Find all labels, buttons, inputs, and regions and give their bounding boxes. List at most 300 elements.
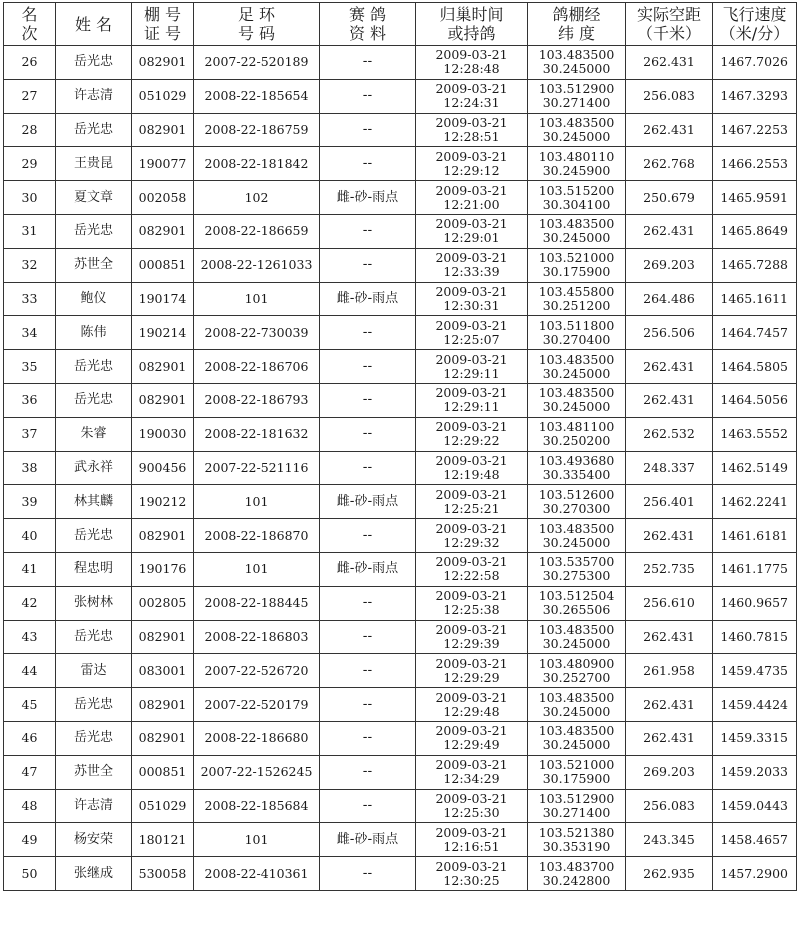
arrival-time-cell-date: 2009-03-21 [435, 47, 508, 63]
distance-cell [626, 214, 713, 248]
table-row [4, 552, 797, 586]
rank-cell-rank: 49 [21, 831, 38, 847]
speed-cell-speed: 1465.9591 [720, 189, 788, 205]
ring-number-cell-ring: 2008-22-181632 [204, 426, 309, 442]
coordinates-cell-lon: 103.480900 [538, 655, 615, 671]
loft-id-cell-loft: 082901 [138, 696, 187, 712]
arrival-time-cell-time: 12:29:22 [443, 433, 500, 449]
header-arrival: 归巢时间 或持鸽 [416, 3, 528, 46]
coordinates-cell [528, 789, 626, 823]
name-cell-name: 武永祥 [73, 459, 113, 475]
table-row [4, 823, 797, 857]
arrival-time-cell-time: 12:29:48 [443, 703, 500, 719]
distance-cell [626, 485, 713, 519]
coordinates-cell [528, 46, 626, 80]
distance-cell-dist: 269.203 [643, 764, 695, 780]
coordinates-cell-lat: 30.270400 [542, 331, 611, 347]
coordinates-cell [528, 552, 626, 586]
distance-cell-dist: 243.345 [643, 831, 695, 847]
pigeon-info-cell [320, 755, 416, 789]
rank-cell [4, 451, 56, 485]
distance-cell-dist: 262.431 [643, 121, 695, 137]
coordinates-cell [528, 451, 626, 485]
coordinates-cell [528, 519, 626, 553]
coordinates-cell-lon: 103.483500 [538, 520, 615, 536]
rank-cell [4, 248, 56, 282]
name-cell [56, 755, 132, 789]
ring-number-cell-ring: 101 [244, 561, 269, 577]
speed-cell [713, 451, 797, 485]
coordinates-cell-lon: 103.483500 [538, 216, 615, 232]
name-cell [56, 181, 132, 215]
loft-id-cell-loft: 082901 [138, 358, 187, 374]
coordinates-cell [528, 620, 626, 654]
arrival-time-cell [416, 316, 528, 350]
rank-cell [4, 350, 56, 384]
name-cell [56, 620, 132, 654]
loft-id-cell [132, 519, 194, 553]
loft-id-cell [132, 485, 194, 519]
name-cell-name: 岳光忠 [73, 223, 113, 239]
loft-id-cell [132, 214, 194, 248]
loft-id-cell [132, 383, 194, 417]
arrival-time-cell-time: 12:21:00 [443, 196, 500, 212]
speed-cell [713, 282, 797, 316]
speed-cell-speed: 1458.4657 [720, 831, 788, 847]
loft-id-cell-loft: 082901 [138, 223, 187, 239]
ring-number-cell-ring: 2008-22-185684 [204, 797, 309, 813]
loft-id-cell [132, 654, 194, 688]
coordinates-cell-lat: 30.245000 [542, 635, 611, 651]
name-cell-name: 苏世全 [73, 257, 113, 273]
rank-cell-rank: 28 [21, 121, 38, 137]
rank-cell-rank: 40 [21, 527, 38, 543]
arrival-time-cell-date: 2009-03-21 [435, 554, 508, 570]
table-row [4, 282, 797, 316]
loft-id-cell-loft: 051029 [138, 797, 187, 813]
ring-number-cell-ring: 2008-22-186793 [204, 392, 309, 408]
arrival-time-cell-date: 2009-03-21 [435, 858, 508, 874]
name-cell [56, 79, 132, 113]
loft-id-cell [132, 451, 194, 485]
pigeon-info-cell [320, 316, 416, 350]
arrival-time-cell-date: 2009-03-21 [435, 486, 508, 502]
table-row [4, 620, 797, 654]
header-coords: 鸽棚经 纬 度 [528, 3, 626, 46]
speed-cell-speed: 1462.2241 [720, 493, 788, 509]
name-cell-name: 张树林 [73, 595, 113, 611]
pigeon-info-cell-info: -- [362, 628, 373, 644]
coordinates-cell [528, 485, 626, 519]
loft-id-cell [132, 688, 194, 722]
name-cell-name: 苏世全 [73, 764, 113, 780]
loft-id-cell [132, 552, 194, 586]
speed-cell [713, 214, 797, 248]
loft-id-cell [132, 46, 194, 80]
distance-cell [626, 417, 713, 451]
coordinates-cell-lat: 30.245900 [542, 162, 611, 178]
table-row [4, 789, 797, 823]
speed-cell-speed: 1460.9657 [720, 595, 788, 611]
distance-cell [626, 350, 713, 384]
name-cell [56, 721, 132, 755]
loft-id-cell [132, 721, 194, 755]
arrival-time-cell-date: 2009-03-21 [435, 114, 508, 130]
table-row [4, 350, 797, 384]
pigeon-info-cell-info: -- [362, 88, 373, 104]
name-cell [56, 214, 132, 248]
coordinates-cell-lon: 103.512600 [538, 486, 615, 502]
arrival-time-cell [416, 383, 528, 417]
rank-cell-rank: 47 [21, 764, 38, 780]
coordinates-cell-lon: 103.480110 [538, 148, 615, 164]
distance-cell [626, 451, 713, 485]
speed-cell [713, 552, 797, 586]
distance-cell-dist: 262.935 [643, 865, 695, 881]
ring-number-cell-ring: 102 [244, 189, 269, 205]
header-name: 姓 名 [56, 3, 132, 46]
ring-number-cell [194, 248, 320, 282]
arrival-time-cell-time: 12:19:48 [443, 466, 500, 482]
pigeon-info-cell-info: -- [362, 121, 373, 137]
ring-number-cell-ring: 2008-22-730039 [204, 324, 309, 340]
speed-cell-speed: 1461.6181 [720, 527, 788, 543]
speed-cell-speed: 1462.5149 [720, 459, 788, 475]
distance-cell [626, 383, 713, 417]
coordinates-cell-lon: 103.493680 [538, 452, 615, 468]
speed-cell [713, 383, 797, 417]
name-cell-name: 杨安荣 [73, 831, 113, 847]
speed-cell-speed: 1465.7288 [720, 257, 788, 273]
rank-cell [4, 823, 56, 857]
arrival-time-cell-date: 2009-03-21 [435, 757, 508, 773]
loft-id-cell-loft: 190212 [138, 493, 187, 509]
distance-cell [626, 789, 713, 823]
ring-number-cell-ring: 2008-22-186659 [204, 223, 309, 239]
rank-cell [4, 586, 56, 620]
speed-cell [713, 181, 797, 215]
rank-cell-rank: 36 [21, 392, 38, 408]
distance-cell-dist: 262.431 [643, 358, 695, 374]
rank-cell [4, 688, 56, 722]
pigeon-info-cell [320, 451, 416, 485]
speed-cell [713, 248, 797, 282]
name-cell-name: 雷达 [80, 662, 107, 678]
coordinates-cell [528, 383, 626, 417]
name-cell [56, 789, 132, 823]
pigeon-info-cell [320, 654, 416, 688]
ring-number-cell-ring: 2008-22-186870 [204, 527, 309, 543]
arrival-time-cell-date: 2009-03-21 [435, 216, 508, 232]
distance-cell [626, 721, 713, 755]
distance-cell-dist: 262.431 [643, 392, 695, 408]
rank-cell [4, 755, 56, 789]
name-cell-name: 朱睿 [80, 426, 107, 442]
distance-cell-dist: 269.203 [643, 257, 695, 273]
ring-number-cell-ring: 2008-22-186803 [204, 628, 309, 644]
loft-id-cell-loft: 082901 [138, 121, 187, 137]
name-cell [56, 552, 132, 586]
distance-cell-dist: 262.431 [643, 54, 695, 70]
coordinates-cell-lon: 103.483700 [538, 858, 615, 874]
pigeon-info-cell-info: -- [362, 459, 373, 475]
arrival-time-cell [416, 113, 528, 147]
table-row [4, 586, 797, 620]
pigeon-info-cell [320, 147, 416, 181]
ring-number-cell [194, 552, 320, 586]
loft-id-cell-loft: 051029 [138, 88, 187, 104]
distance-cell-dist: 262.431 [643, 527, 695, 543]
ring-number-cell-ring: 101 [244, 290, 269, 306]
ring-number-cell [194, 147, 320, 181]
rank-cell [4, 383, 56, 417]
table-row [4, 248, 797, 282]
name-cell-name: 程忠明 [73, 561, 113, 577]
arrival-time-cell-time: 12:30:25 [443, 872, 500, 888]
rank-cell-rank: 46 [21, 730, 38, 746]
name-cell [56, 383, 132, 417]
arrival-time-cell [416, 688, 528, 722]
ring-number-cell-ring: 2007-22-520179 [204, 696, 309, 712]
pigeon-info-cell-info: -- [362, 696, 373, 712]
pigeon-info-cell-info: 雌-砂-雨点 [336, 561, 399, 577]
pigeon-info-cell [320, 620, 416, 654]
arrival-time-cell-date: 2009-03-21 [435, 250, 508, 266]
rank-cell-rank: 48 [21, 797, 38, 813]
coordinates-cell-lon: 103.511800 [538, 317, 615, 333]
loft-id-cell [132, 113, 194, 147]
coordinates-cell-lon: 103.483500 [538, 385, 615, 401]
coordinates-cell-lon: 103.521000 [538, 250, 615, 266]
coordinates-cell-lat: 30.250200 [542, 433, 611, 449]
loft-id-cell-loft: 190030 [138, 426, 187, 442]
ring-number-cell [194, 350, 320, 384]
distance-cell [626, 113, 713, 147]
coordinates-cell [528, 147, 626, 181]
header-info: 赛 鸽 资 料 [320, 3, 416, 46]
name-cell [56, 586, 132, 620]
arrival-time-cell [416, 721, 528, 755]
ring-number-cell [194, 451, 320, 485]
table-row [4, 383, 797, 417]
ring-number-cell [194, 755, 320, 789]
arrival-time-cell-date: 2009-03-21 [435, 182, 508, 198]
arrival-time-cell-time: 12:16:51 [443, 838, 500, 854]
ring-number-cell [194, 181, 320, 215]
rank-cell-rank: 34 [21, 324, 38, 340]
arrival-time-cell-time: 12:25:38 [443, 602, 500, 618]
pigeon-info-cell-info: -- [362, 662, 373, 678]
speed-cell-speed: 1467.7026 [720, 54, 788, 70]
name-cell [56, 823, 132, 857]
coordinates-cell-lat: 30.245000 [542, 230, 611, 246]
ring-number-cell [194, 688, 320, 722]
arrival-time-cell-date: 2009-03-21 [435, 452, 508, 468]
distance-cell [626, 282, 713, 316]
coordinates-cell-lon: 103.512900 [538, 790, 615, 806]
loft-id-cell-loft: 190176 [138, 561, 187, 577]
arrival-time-cell-time: 12:29:12 [443, 162, 500, 178]
arrival-time-cell [416, 485, 528, 519]
ring-number-cell-ring: 2007-22-526720 [204, 662, 309, 678]
pigeon-info-cell [320, 519, 416, 553]
name-cell-name: 鲍仪 [80, 290, 107, 306]
loft-id-cell [132, 755, 194, 789]
pigeon-info-cell-info: -- [362, 223, 373, 239]
coordinates-cell-lon: 103.512504 [538, 588, 615, 604]
rank-cell [4, 79, 56, 113]
rank-cell [4, 620, 56, 654]
loft-id-cell [132, 181, 194, 215]
speed-cell [713, 857, 797, 891]
speed-cell [713, 46, 797, 80]
name-cell [56, 857, 132, 891]
arrival-time-cell [416, 79, 528, 113]
distance-cell [626, 688, 713, 722]
distance-cell-dist: 261.958 [643, 662, 695, 678]
pigeon-info-cell-info: -- [362, 865, 373, 881]
header-loft-id: 棚 号 证 号 [132, 3, 194, 46]
speed-cell [713, 755, 797, 789]
coordinates-cell-lon: 103.483500 [538, 689, 615, 705]
name-cell [56, 519, 132, 553]
coordinates-cell [528, 282, 626, 316]
speed-cell [713, 113, 797, 147]
coordinates-cell [528, 755, 626, 789]
coordinates-cell [528, 214, 626, 248]
coordinates-cell-lat: 30.245000 [542, 399, 611, 415]
distance-cell-dist: 248.337 [643, 459, 695, 475]
distance-cell [626, 248, 713, 282]
speed-cell-speed: 1464.5805 [720, 358, 788, 374]
speed-cell-speed: 1457.2900 [720, 865, 788, 881]
ring-number-cell [194, 282, 320, 316]
arrival-time-cell-time: 12:30:31 [443, 297, 500, 313]
pigeon-info-cell [320, 417, 416, 451]
pigeon-info-cell [320, 721, 416, 755]
speed-cell-speed: 1459.0443 [720, 797, 788, 813]
arrival-time-cell [416, 181, 528, 215]
loft-id-cell-loft: 082901 [138, 730, 187, 746]
loft-id-cell [132, 823, 194, 857]
name-cell-name: 张继成 [73, 865, 113, 881]
name-cell-name: 岳光忠 [73, 730, 113, 746]
rank-cell [4, 519, 56, 553]
loft-id-cell [132, 789, 194, 823]
name-cell-name: 许志清 [73, 88, 113, 104]
rank-cell [4, 316, 56, 350]
arrival-time-cell [416, 417, 528, 451]
rank-cell [4, 113, 56, 147]
pigeon-info-cell [320, 552, 416, 586]
speed-cell-speed: 1467.2253 [720, 121, 788, 137]
distance-cell [626, 586, 713, 620]
coordinates-cell [528, 654, 626, 688]
name-cell-name: 岳光忠 [73, 628, 113, 644]
coordinates-cell-lat: 30.275300 [542, 568, 611, 584]
table-row [4, 147, 797, 181]
arrival-time-cell-time: 12:34:29 [443, 771, 500, 787]
loft-id-cell [132, 350, 194, 384]
coordinates-cell [528, 417, 626, 451]
coordinates-cell [528, 113, 626, 147]
ring-number-cell [194, 79, 320, 113]
pigeon-info-cell [320, 214, 416, 248]
arrival-time-cell-date: 2009-03-21 [435, 790, 508, 806]
distance-cell [626, 654, 713, 688]
pigeon-info-cell-info: -- [362, 797, 373, 813]
coordinates-cell-lon: 103.483500 [538, 621, 615, 637]
loft-id-cell-loft: 083001 [138, 662, 187, 678]
arrival-time-cell-time: 12:25:21 [443, 500, 500, 516]
distance-cell-dist: 250.679 [643, 189, 695, 205]
arrival-time-cell-time: 12:28:51 [443, 128, 500, 144]
speed-cell-speed: 1460.7815 [720, 628, 788, 644]
pigeon-info-cell-info: -- [362, 595, 373, 611]
name-cell [56, 282, 132, 316]
name-cell-name: 岳光忠 [73, 121, 113, 137]
name-cell-name: 许志清 [73, 797, 113, 813]
rank-cell-rank: 45 [21, 696, 38, 712]
speed-cell-speed: 1464.7457 [720, 324, 788, 340]
loft-id-cell [132, 857, 194, 891]
name-cell [56, 316, 132, 350]
ring-number-cell [194, 46, 320, 80]
distance-cell-dist: 256.610 [643, 595, 695, 611]
pigeon-info-cell-info: -- [362, 527, 373, 543]
table-row [4, 46, 797, 80]
speed-cell [713, 721, 797, 755]
rank-cell-rank: 30 [21, 189, 38, 205]
name-cell [56, 147, 132, 181]
coordinates-cell [528, 79, 626, 113]
coordinates-cell-lat: 30.245000 [542, 703, 611, 719]
rank-cell [4, 181, 56, 215]
ring-number-cell [194, 620, 320, 654]
rank-cell [4, 789, 56, 823]
table-row [4, 654, 797, 688]
coordinates-cell-lat: 30.175900 [542, 771, 611, 787]
name-cell-name: 岳光忠 [73, 358, 113, 374]
arrival-time-cell-time: 12:29:39 [443, 635, 500, 651]
ring-number-cell-ring: 2007-22-520189 [204, 54, 309, 70]
coordinates-cell-lat: 30.353190 [542, 838, 611, 854]
coordinates-cell-lat: 30.335400 [542, 466, 611, 482]
loft-id-cell-loft: 082901 [138, 527, 187, 543]
arrival-time-cell-date: 2009-03-21 [435, 81, 508, 97]
pigeon-info-cell-info: -- [362, 730, 373, 746]
coordinates-cell-lat: 30.252700 [542, 669, 611, 685]
rank-cell-rank: 38 [21, 459, 38, 475]
pigeon-info-cell [320, 113, 416, 147]
speed-cell-speed: 1465.1611 [720, 290, 788, 306]
ring-number-cell-ring: 2007-22-521116 [204, 459, 309, 475]
distance-cell [626, 857, 713, 891]
table-row [4, 451, 797, 485]
loft-id-cell [132, 586, 194, 620]
rank-cell-rank: 27 [21, 88, 38, 104]
name-cell [56, 248, 132, 282]
loft-id-cell-loft: 002805 [138, 595, 187, 611]
coordinates-cell [528, 316, 626, 350]
coordinates-cell-lat: 30.265506 [542, 602, 611, 618]
pigeon-info-cell-info: -- [362, 324, 373, 340]
loft-id-cell-loft: 082901 [138, 54, 187, 70]
name-cell [56, 485, 132, 519]
loft-id-cell [132, 620, 194, 654]
rank-cell-rank: 42 [21, 595, 38, 611]
coordinates-cell-lat: 30.245000 [542, 128, 611, 144]
